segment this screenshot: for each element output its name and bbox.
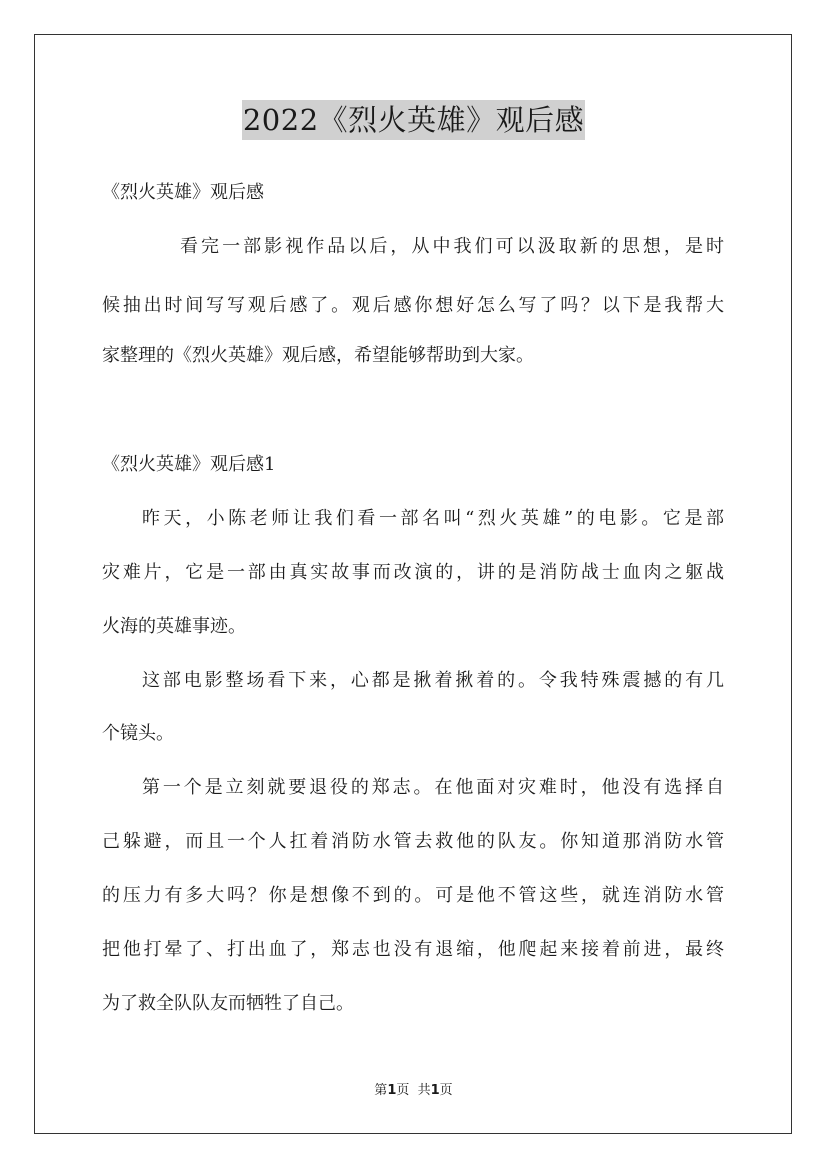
document-title-wrapper: [0, 100, 827, 140]
paragraph-line: 把他打晕了、打出血了，郑志也没有退缩，他爬起来接着前进，最终: [102, 939, 724, 960]
paragraph-line: 为了救全队队友而牺牲了自己。: [102, 993, 354, 1014]
paragraph-line: 昨天，小陈老师让我们看一部名叫“烈火英雄”的电影。它是部: [142, 508, 724, 529]
intro-line: 家整理的《烈火英雄》观后感，希望能够帮助到大家。: [102, 345, 534, 366]
page-mid: 页 共: [396, 1083, 431, 1098]
paragraph-line: 个镜头。: [102, 723, 174, 744]
intro-line: 看完一部影视作品以后，从中我们可以汲取新的思想，是时: [180, 236, 724, 257]
paragraph-line: 的压力有多大吗？你是想像不到的。可是他不管这些，就连消防水管: [102, 885, 724, 906]
subtitle: 《烈火英雄》观后感: [102, 182, 264, 203]
paragraph-line: 灾难片，它是一部由真实故事而改演的，讲的是消防战士血肉之躯战: [102, 562, 724, 583]
section-heading: 《烈火英雄》观后感1: [102, 454, 276, 475]
page-prefix: 第: [374, 1083, 388, 1098]
paragraph-line: 火海的英雄事迹。: [102, 616, 246, 637]
page-total: 1: [430, 1083, 440, 1098]
paragraph-line: 这部电影整场看下来，心都是揪着揪着的。令我特殊震撼的有几: [142, 670, 724, 691]
document-title: 2022《烈火英雄》观后感: [242, 100, 585, 140]
page-current: 1: [387, 1083, 397, 1098]
page-footer: [0, 1082, 827, 1100]
paragraph-line: 第一个是立刻就要退役的郑志。在他面对灾难时，他没有选择自: [142, 777, 724, 798]
page-suffix: 页: [439, 1083, 453, 1098]
intro-line: 候抽出时间写写观后感了。观后感你想好怎么写了吗？以下是我帮大: [102, 295, 724, 316]
paragraph-line: 己躲避，而且一个人扛着消防水管去救他的队友。你知道那消防水管: [102, 831, 724, 852]
